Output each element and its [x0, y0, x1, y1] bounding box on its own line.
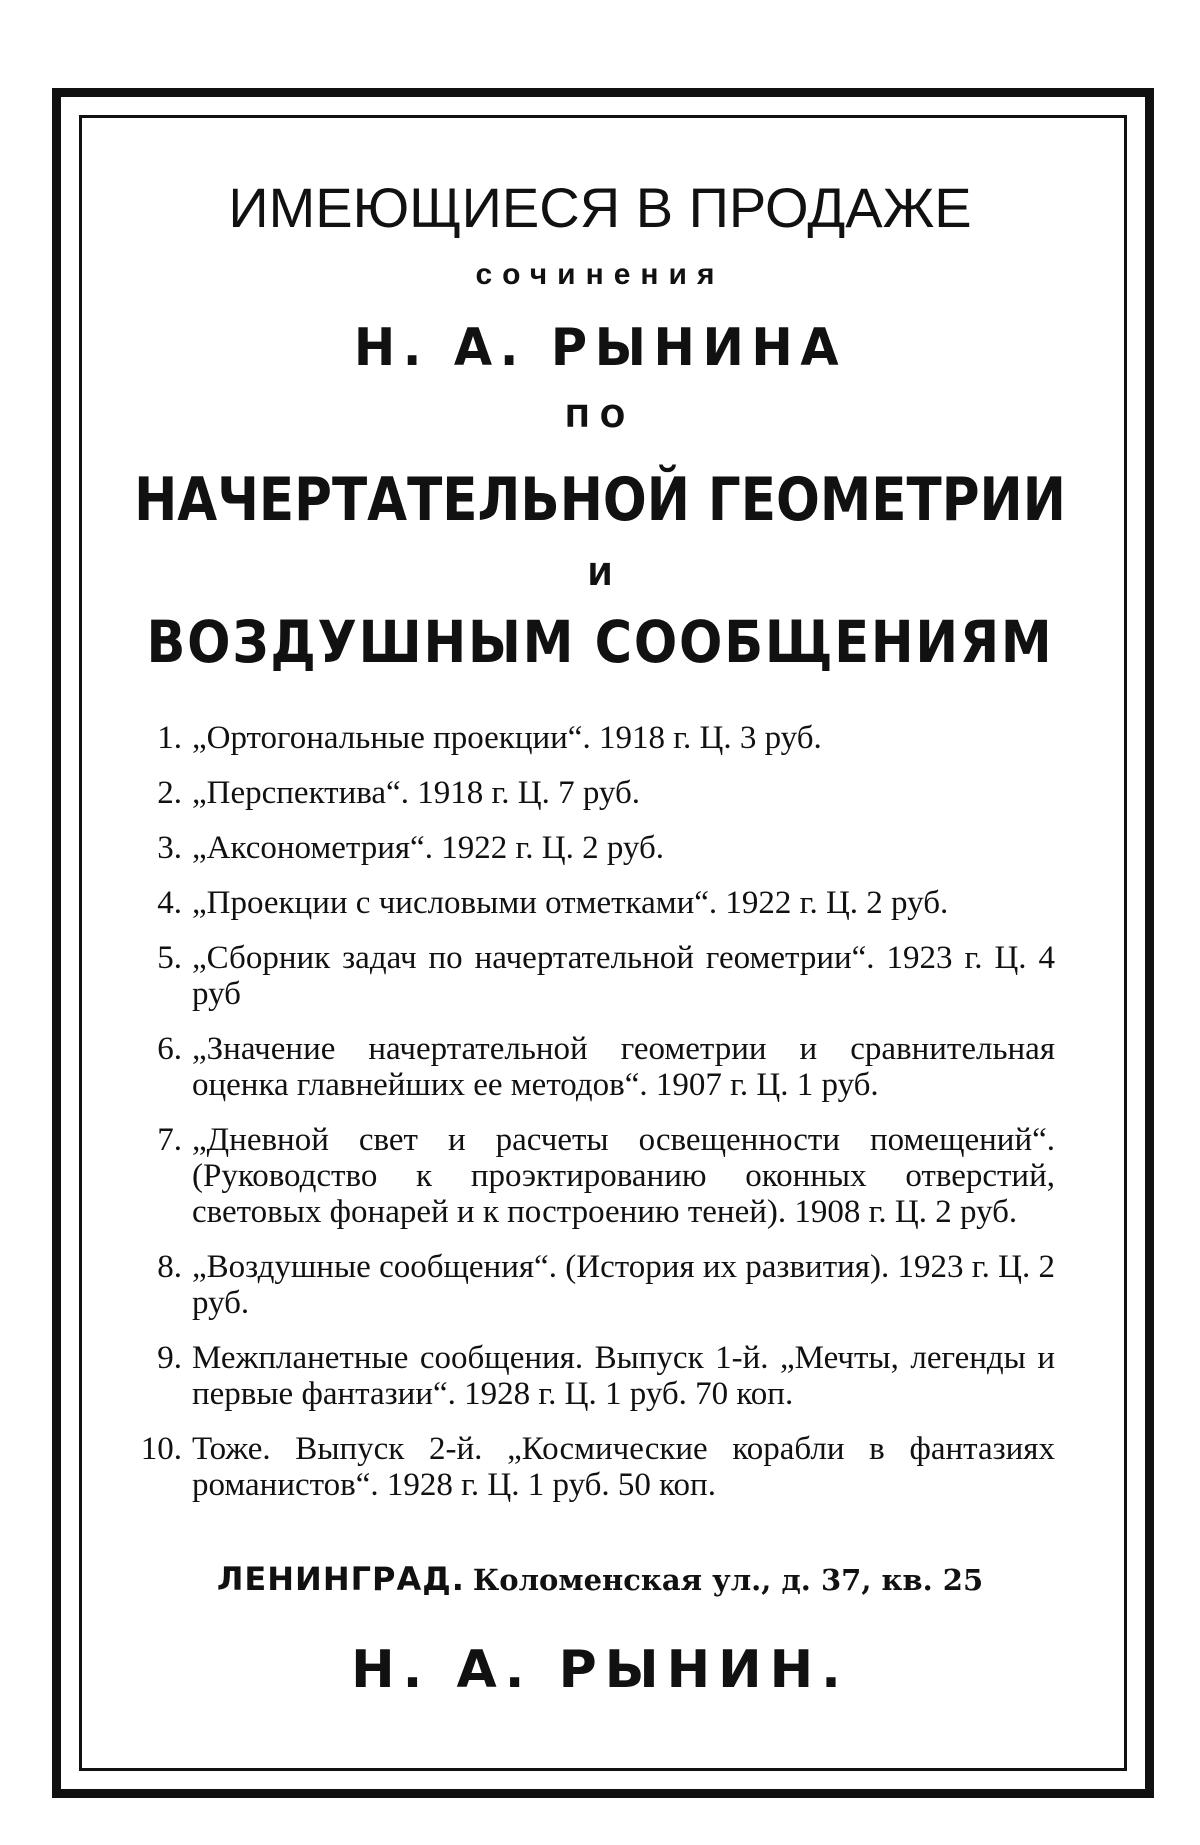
item-text: „Аксонометрия“. 1922 г. Ц. 2 руб.: [192, 830, 665, 866]
item-number: 10.: [140, 1431, 182, 1467]
item-number: 5.: [157, 940, 182, 976]
item-text: „Воздушные сообщения“. (История их развития). 1923 г. Ц. 2 руб.: [192, 1249, 1055, 1321]
item-text: Тоже. Выпуск 2-й. „Космические корабли в фантазиях романистов“. 1928 г. Ц. 1 руб. 50 коп.: [192, 1431, 1055, 1503]
works-label: сочинения: [475, 258, 725, 291]
list-item: [130, 940, 1055, 1012]
item-number: 1.: [157, 720, 182, 756]
item-number: 9.: [157, 1340, 182, 1376]
item-text: Межпланетные сообщения. Выпуск 1-й. „Мечты, легенды и первые фантазии“. 1928 г. Ц. 1 руб. 70 коп.: [192, 1340, 1055, 1412]
author-name: Н. А. РЫНИНА: [353, 318, 847, 378]
list-item: [130, 720, 1055, 756]
item-text: „Ортогональные проекции“. 1918 г. Ц. 3 руб.: [192, 720, 822, 756]
list-item: [130, 1031, 1055, 1103]
preposition: ПО: [564, 400, 636, 435]
list-item: [130, 1340, 1055, 1412]
item-number: 4.: [157, 885, 182, 921]
list-item: [130, 1431, 1055, 1503]
subject-descriptive-geometry: НАЧЕРТАТЕЛЬНОЙ ГЕОМЕТРИИ: [134, 465, 1066, 535]
item-text: „Перспектива“. 1918 г. Ц. 7 руб.: [192, 775, 641, 811]
list-item: [130, 775, 1055, 811]
list-item: [130, 830, 1055, 866]
item-text: „Проекции с числовыми отметками“. 1922 г. Ц. 2 руб.: [192, 885, 949, 921]
item-number: 3.: [157, 830, 182, 866]
item-text: „Сборник задач по начертательной геометрии“. 1923 г. Ц. 4 руб: [192, 940, 1055, 1012]
item-text: „Значение начертательной геометрии и сравнительная оценка главнейших ее методов“. 1907 г. Ц. 1 руб.: [192, 1031, 1055, 1103]
works-list: [130, 720, 1055, 1522]
item-number: 2.: [157, 775, 182, 811]
address-street: Коломенская ул., д. 37, кв. 25: [472, 1563, 984, 1597]
item-number: 8.: [157, 1249, 182, 1285]
list-item: [130, 1122, 1055, 1230]
conjunction: И: [587, 558, 613, 593]
address: [0, 1560, 1200, 1598]
list-item: [130, 885, 1055, 921]
list-item: [130, 1249, 1055, 1321]
subject-air-communications: ВОЗДУШНЫМ СООБЩЕНИЯМ: [146, 608, 1054, 676]
heading: ИМЕЮЩИЕСЯ В ПРОДАЖЕ: [228, 176, 972, 239]
item-number: 7.: [157, 1122, 182, 1158]
item-number: 6.: [157, 1031, 182, 1067]
signature: Н. А. РЫНИН.: [351, 1640, 849, 1700]
item-text: „Дневной свет и расчеты освещенности помещений“. (Руководство к проэктированию оконных отверстий, световых фонарей и к построению теней). 1908 г. Ц. 2 руб.: [192, 1122, 1055, 1230]
address-city: ЛЕНИНГРАД.: [216, 1560, 465, 1598]
